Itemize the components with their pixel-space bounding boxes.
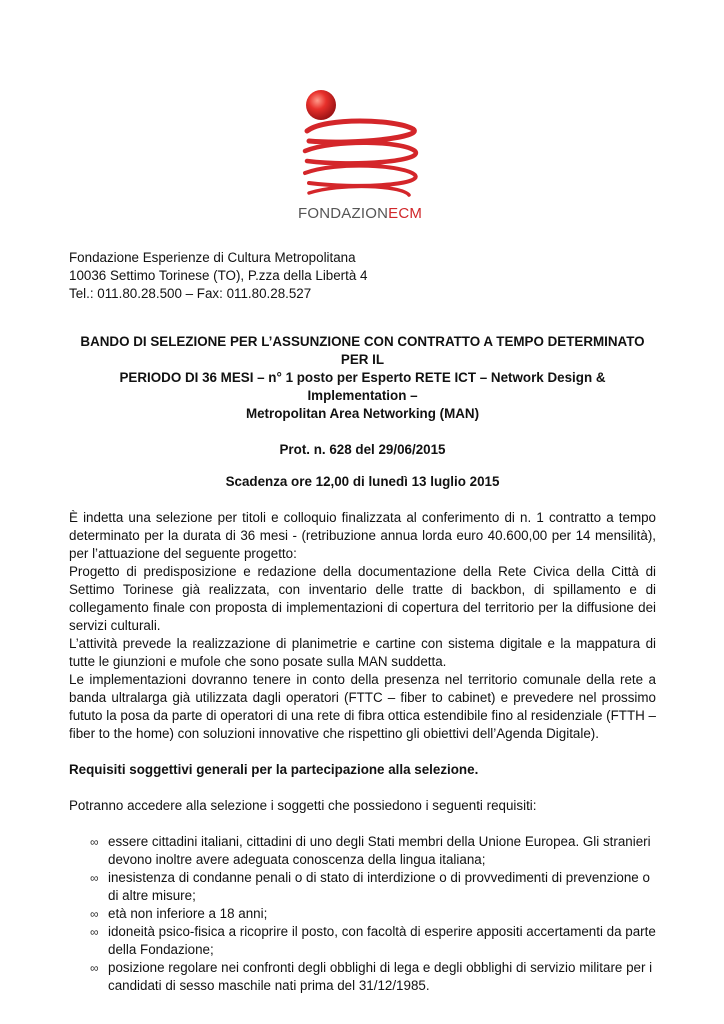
- paragraph: È indetta una selezione per titoli e colloquio finalizzata al conferimento di n. 1 contratto a tempo determinato per la durata di 36 mesi - (retribuzione annua lorda euro 40.600,00 per 14 mensilità), per l’attuazione del seguente progetto:: [69, 510, 656, 561]
- address-block: [69, 249, 656, 303]
- document-content: [69, 249, 656, 995]
- list-item: [69, 905, 656, 923]
- list-item-text: idoneità psico-fisica a ricoprire il posto, con facoltà di esperire appositi accertamenti da parte della Fondazione;: [108, 924, 656, 957]
- requirements-intro: Potranno accedere alla selezione i soggetti che possiedono i seguenti requisiti:: [69, 798, 537, 813]
- list-item: [69, 869, 656, 905]
- paragraph: L’attività prevede la realizzazione di planimetrie e cartine con sistema digitale e la mappatura di tutte le giunzioni e mufole che sono posate sulla MAN suddetta.: [69, 636, 656, 669]
- list-item-text: inesistenza di condanne penali o di stato di interdizione o di provvedimenti di prevenzione o di altre misure;: [108, 870, 650, 903]
- title-line: BANDO DI SELEZIONE PER L’ASSUNZIONE CON CONTRATTO A TEMPO DETERMINATO PER IL: [80, 334, 645, 367]
- title-line: PERIODO DI 36 MESI – n° 1 posto per Esperto RETE ICT – Network Design & Implementation –: [119, 370, 606, 403]
- paragraph: Le implementazioni dovranno tenere in conto della presenza nel territorio comunale della rete a banda ultralarga già utilizzata dagli operatori (FTTC – fiber to cabinet) e prevedere nel prossimo fututo la posa da parte di operatori di una rete di fibra ottica estendibile fino al residenziale (FTTH – fiber to the home) con soluzioni innovative che rispettino gli obiettivi dell’Agenda Digitale).: [69, 672, 656, 741]
- list-item-text: essere cittadini italiani, cittadini di uno degli Stati membri della Unione Europea. Gli stranieri devono inoltre avere adeguata conoscenza della lingua italiana;: [108, 834, 651, 867]
- infinity-bullet-icon: ∞: [90, 871, 99, 885]
- title-line: Metropolitan Area Networking (MAN): [245, 406, 480, 421]
- list-item: [69, 923, 656, 959]
- paragraph: Progetto di predisposizione e redazione della documentazione della Rete Civica della Città di Settimo Torinese già realizzata, con inventario delle tratte di backbon, di spillamento e di collegamento finale con proposta di implementazioni di copertura del territorio per la diffusione dei servizi culturali.: [69, 564, 656, 633]
- protocol-number: Prot. n. 628 del 29/06/2015: [279, 442, 446, 457]
- infinity-bullet-icon: ∞: [90, 835, 99, 849]
- address-line: Fondazione Esperienze di Cultura Metropolitana: [69, 250, 356, 265]
- list-item-text: età non inferiore a 18 anni;: [108, 906, 268, 921]
- document-title: [69, 333, 656, 423]
- infinity-bullet-icon: ∞: [90, 925, 99, 939]
- logo-wordmark: FONDAZIONECM: [298, 205, 423, 222]
- red-sphere-icon: [306, 90, 336, 120]
- infinity-bullet-icon: ∞: [90, 961, 99, 975]
- address-line: Tel.: 011.80.28.500 – Fax: 011.80.28.527: [69, 286, 312, 301]
- list-item: [69, 833, 656, 869]
- address-line: 10036 Settimo Torinese (TO), P.zza della Libertà 4: [69, 268, 368, 283]
- requirements-list: [69, 833, 656, 995]
- requirements-heading: Requisiti soggettivi generali per la partecipazione alla selezione.: [69, 762, 479, 777]
- infinity-bullet-icon: ∞: [90, 907, 99, 921]
- list-item-text: posizione regolare nei confronti degli obblighi di lega e degli obblighi di servizio militare per i candidati di sesso maschile nati prima del 31/12/1985.: [108, 960, 653, 993]
- deadline: Scadenza ore 12,00 di lunedì 13 luglio 2015: [225, 474, 500, 489]
- body-text: [69, 509, 656, 743]
- list-item: [69, 959, 656, 995]
